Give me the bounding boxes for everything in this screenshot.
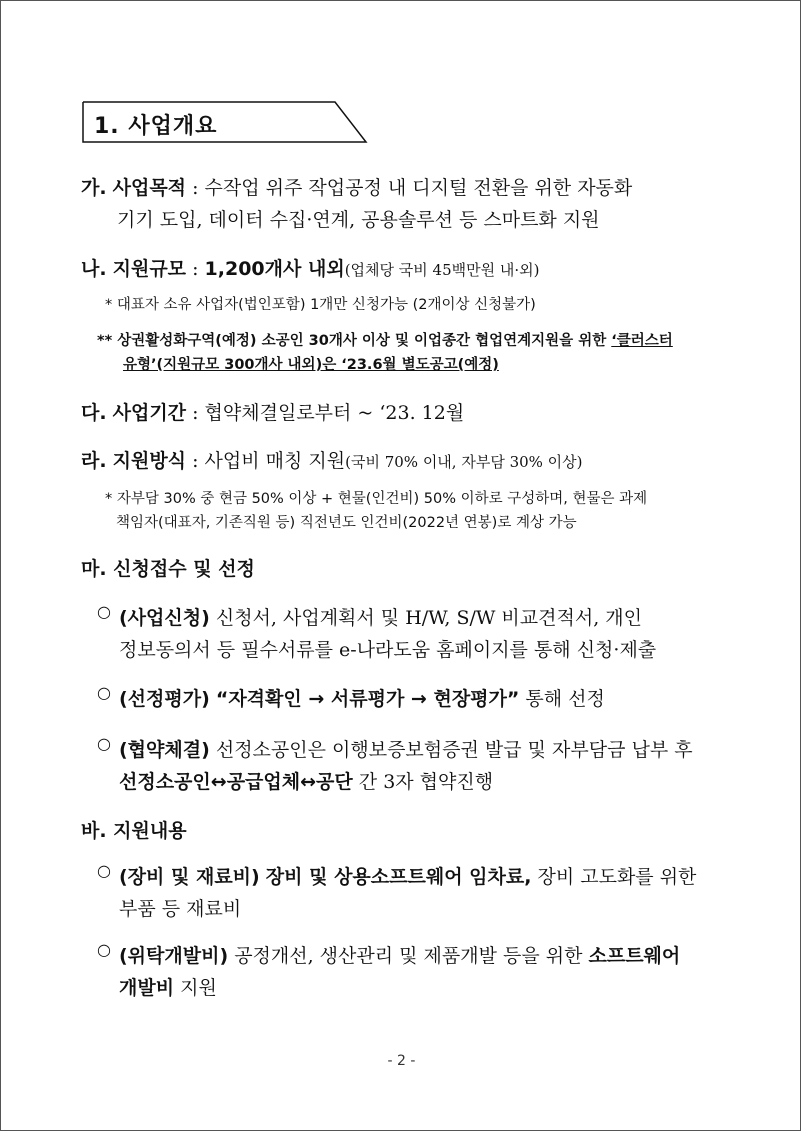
bullet-icon: ○: [97, 602, 111, 621]
purpose-line1: 수작업 위주 작업공정 내 디지털 전환을 위한 자동화: [204, 177, 633, 199]
bullet-icon: ○: [97, 940, 111, 959]
equipment-label: (장비 및 재료비): [119, 866, 260, 888]
period-sep: :: [192, 402, 199, 424]
purpose-sep: :: [192, 177, 199, 199]
application-line1: 신청서, 사업계획서 및 H/W, S/W 비교견적서, 개인: [215, 607, 642, 629]
development-line2-bold: 개발비: [119, 977, 175, 999]
evaluation-rest: 통해 선정: [525, 688, 605, 710]
scale-label: 지원규모: [112, 258, 187, 280]
bullet-icon: ○: [97, 734, 111, 753]
page-number: - 2 -: [387, 1053, 416, 1069]
period-label: 사업기간: [112, 402, 187, 424]
scale-sep: :: [192, 258, 199, 280]
scale-marker: 나.: [81, 258, 107, 280]
method-note: [81, 487, 750, 535]
section-period: [81, 397, 726, 429]
scale-note1: * 대표자 소유 사업자(법인포함) 1개만 신청가능 (2개이상 신청불가): [105, 297, 536, 313]
evaluation-label: (선정평가): [119, 688, 210, 710]
method-paren: (국비 70% 이내, 자부담 30% 이상): [345, 453, 583, 471]
method-value: 사업비 매칭 지원: [204, 450, 346, 472]
list-item: [81, 683, 726, 715]
equipment-rest: 장비 고도화를 위한: [537, 866, 697, 888]
bullet-icon: ○: [97, 683, 111, 702]
section-purpose: [81, 172, 726, 236]
equipment-line2: 부품 등 재료비: [119, 898, 242, 920]
scale-note2-line1a: 상권활성화구역(예정) 소공인 30개사 이상 및 이업종간 협업연계지원을 위한: [117, 333, 612, 349]
scale-note2-marker: **: [97, 333, 113, 349]
method-note-line1: * 자부담 30% 중 현금 50% 이상 + 현물(인건비) 50% 이하로 구성하며, 현물은 과제: [105, 491, 648, 507]
list-item: [81, 861, 726, 925]
scale-note2-line2: 유형’(지원규모 300개사 내외)은 ‘23.6월 별도공고(예정): [123, 357, 499, 373]
evaluation-steps: “자격확인 → 서류평가 → 현장평가”: [215, 688, 520, 710]
scale-note2-line1b: ‘클러스터: [611, 333, 673, 349]
section-application-title: 마. 신청접수 및 선정: [81, 558, 255, 580]
list-item: [81, 940, 726, 1004]
scale-paren: (업체당 국비 45백만원 내·외): [344, 261, 540, 279]
development-label: (위탁개발비): [119, 945, 229, 967]
purpose-line2: 기기 도입, 데이터 수집·연계, 공용솔루션 등 스마트화 지원: [117, 209, 600, 231]
section-scale: [81, 253, 726, 286]
development-line2-rest: 지원: [180, 977, 217, 999]
scale-note2: [81, 329, 742, 377]
bullet-icon: ○: [97, 861, 111, 880]
development-bold-end: 소프트웨어: [588, 945, 681, 967]
agreement-label: (협약체결): [119, 739, 210, 761]
agreement-line1: 선정소공인은 이행보증보험증권 발급 및 자부담금 납부 후: [215, 739, 693, 761]
section-method: [81, 445, 726, 478]
page-title: 1. 사업개요: [94, 114, 218, 139]
list-item: [81, 734, 726, 798]
method-marker: 라.: [81, 450, 107, 472]
period-marker: 다.: [81, 402, 107, 424]
scale-value: 1,200개사 내외: [204, 258, 345, 280]
period-value: 협약체결일로부터 ~ ‘23. 12월: [204, 402, 465, 424]
development-rest: 공정개선, 생산관리 및 제품개발 등을 위한: [234, 945, 583, 967]
section-support-title: 바. 지원내용: [81, 820, 187, 842]
method-label: 지원방식: [112, 450, 187, 472]
method-note-line2: 책임자(대표자, 기존직원 등) 직전년도 인건비(2022년 연봉)로 계상 가능: [116, 515, 577, 531]
purpose-label: 사업목적: [112, 177, 187, 199]
application-label: (사업신청): [119, 607, 210, 629]
agreement-rest: 간 3자 협약진행: [358, 771, 494, 793]
application-line2: 정보동의서 등 필수서류를 e-나라도움 홈페이지를 통해 신청·제출: [119, 639, 657, 661]
agreement-parties: 선정소공인↔공급업체↔공단: [119, 771, 353, 793]
section-heading: [82, 101, 372, 143]
purpose-marker: 가.: [81, 177, 107, 199]
list-item: [81, 602, 726, 666]
equipment-bold: 장비 및 상용소프트웨어 임차료,: [265, 866, 532, 888]
method-sep: :: [192, 450, 199, 472]
